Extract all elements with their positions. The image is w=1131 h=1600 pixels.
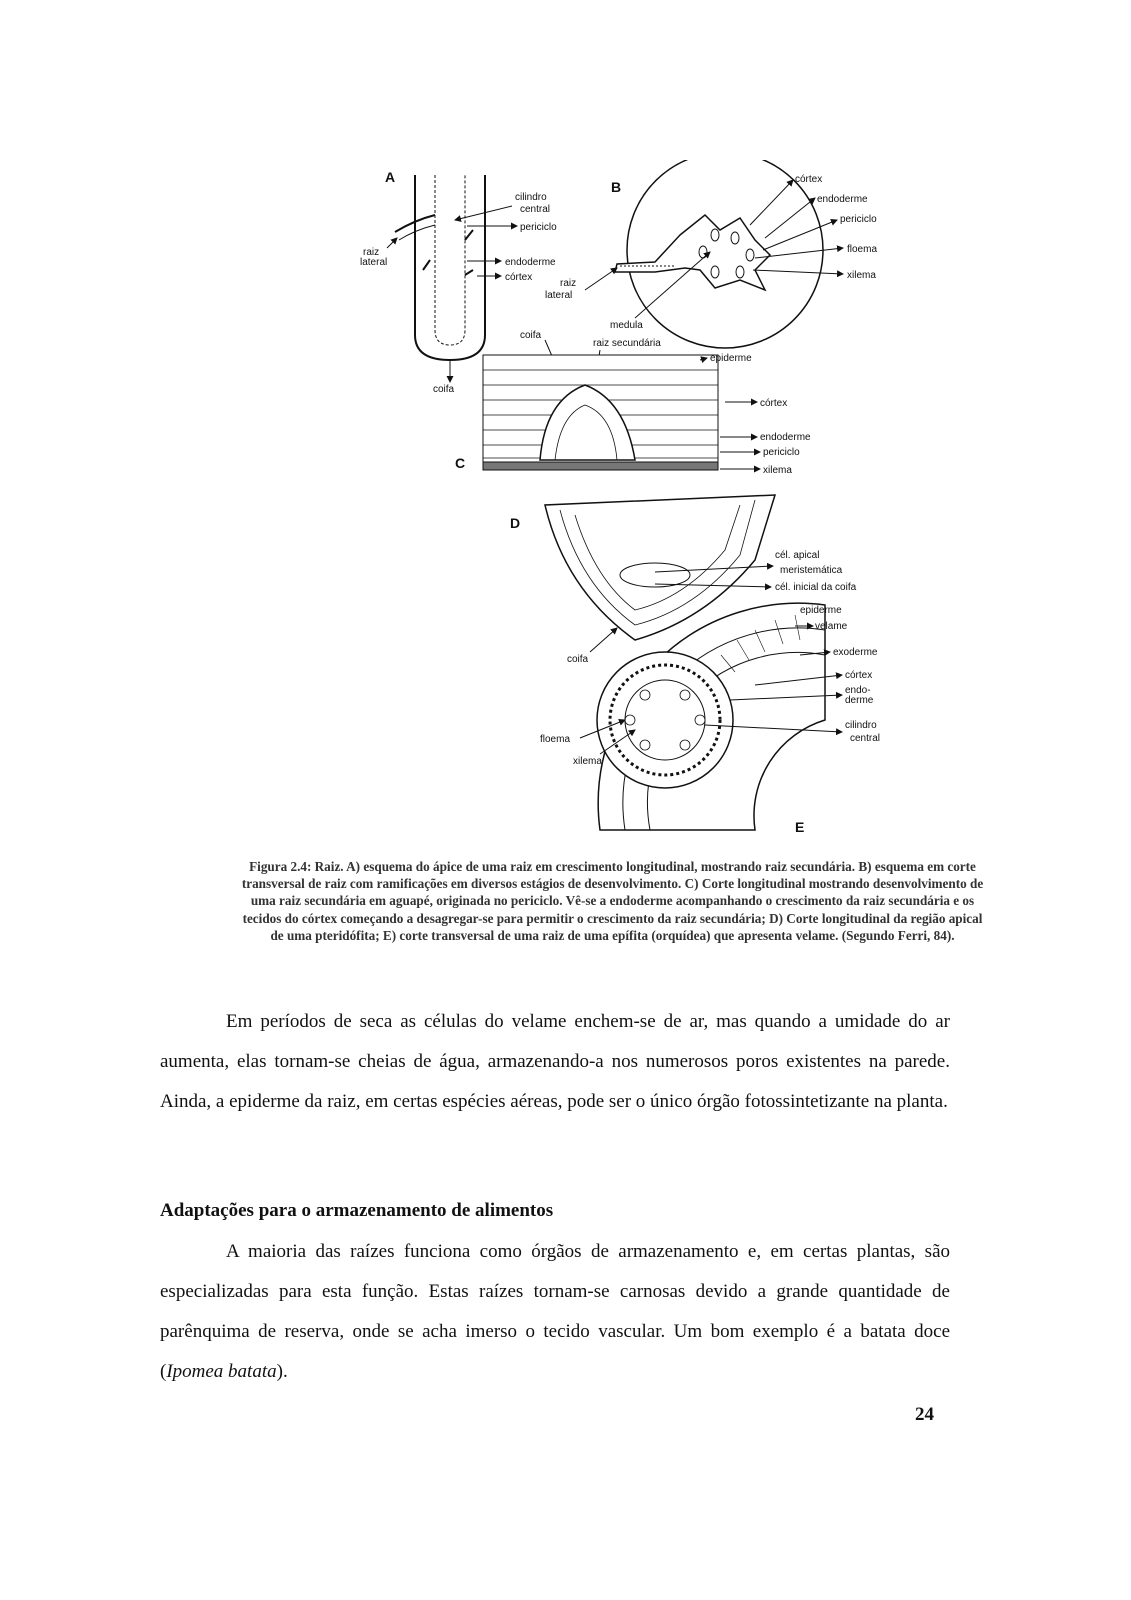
a-cortex-label: córtex — [505, 272, 533, 283]
paragraph-velame-text: Em períodos de seca as células do velame enchem-se de ar, mas quando a umidade do ar aumenta, elas tornam-se cheias de água, armazenando-a nos numerosos poros existentes na parede. Ainda, a epiderme da raiz, em certas espécies aéreas, pode ser o único órgão fotossintetizante na planta. — [160, 1011, 950, 1112]
d-cel-apical-label-2: meristemática — [780, 565, 843, 576]
a-coifa-label: coifa — [433, 384, 455, 395]
e-endoderme-label-2: derme — [845, 695, 874, 706]
a-cilindro-label-2: central — [520, 204, 551, 215]
e-endoderme-label-1: endo- — [845, 685, 871, 696]
page-number: 24 — [915, 1404, 934, 1425]
e-cilindro-label-2: central — [850, 733, 881, 744]
b-medula-label: medula — [610, 320, 643, 331]
paragraph-storage — [160, 1232, 950, 1392]
e-epiderme-label: epiderme — [800, 605, 842, 616]
e-cortex-label: córtex — [845, 670, 873, 681]
a-raiz-label-1: raiz — [363, 247, 380, 258]
panel-c-diagram — [455, 330, 811, 476]
panel-e-letter: E — [795, 819, 805, 835]
panel-b-diagram — [545, 160, 877, 348]
b-raiz-label-1: raiz — [560, 278, 577, 289]
a-cilindro-label-1: cilindro — [515, 192, 547, 203]
panel-c-letter: C — [455, 455, 466, 471]
e-velame-label: velame — [815, 621, 848, 632]
a-endoderme-label: endoderme — [505, 257, 556, 268]
figure-root-diagrams — [355, 160, 915, 850]
paragraph-storage-text — [160, 1232, 950, 1392]
b-endoderme-label: endoderme — [817, 194, 868, 205]
species-name: Ipomea batata — [166, 1361, 277, 1382]
e-floema-label: floema — [540, 734, 571, 745]
paragraph-storage-end: ). — [276, 1361, 288, 1382]
panel-b-letter: B — [611, 179, 622, 195]
c-endoderme-label: endoderme — [760, 432, 811, 443]
panel-d-letter: D — [510, 515, 521, 531]
b-raiz-label-2: lateral — [545, 290, 573, 301]
a-raiz-label-2: lateral — [360, 257, 388, 268]
c-raiz-secundaria-label: raiz secundária — [593, 338, 661, 349]
b-xilema-label: xilema — [847, 270, 876, 281]
b-periciclo-label: periciclo — [840, 214, 877, 225]
figure-caption: Figura 2.4: Raiz. A) esquema do ápice de uma raiz em crescimento longitudinal, mostrando raiz secundária. B) esquema em corte transversal de raiz com ramificações em diversos estágios de desenvolvimento. C) Corte longitudinal mostrando desenvolvimento de uma raiz secundária em aguapé, originada no periciclo. Vê-se a endoderme acompanhando o crescimento da raiz secundária e os tecidos do córtex começando a desagregar-se para permitir o crescimento da raiz secundária; D) Corte longitudinal da região apical de uma pteridófita; E) corte transversal de uma raiz de uma epífita (orquídea) que apresenta velame. (Segundo Ferri, 84). — [241, 859, 984, 943]
a-periciclo-label: periciclo — [520, 222, 557, 233]
d-cel-inicial-label: cél. inicial da coifa — [775, 582, 857, 593]
d-cel-apical-label-1: cél. apical — [775, 550, 820, 561]
c-coifa-label: coifa — [520, 330, 542, 341]
d-coifa-label: coifa — [567, 654, 589, 665]
section-heading: Adaptações para o armazenamento de alimentos — [160, 1200, 554, 1221]
e-cilindro-label-1: cilindro — [845, 720, 877, 731]
c-cortex-label: córtex — [760, 398, 788, 409]
c-epiderme-label: epiderme — [710, 353, 752, 364]
c-xilema-label: xilema — [763, 465, 792, 476]
e-xilema-label: xilema — [573, 756, 602, 767]
b-floema-label: floema — [847, 244, 878, 255]
b-cortex-label: córtex — [795, 174, 823, 185]
c-periciclo-label: periciclo — [763, 447, 800, 458]
panel-e-diagram — [540, 603, 880, 835]
figure-svg — [355, 160, 915, 850]
panel-a-letter: A — [385, 169, 396, 185]
paragraph-storage-body: A maioria das raízes funciona como órgãos de armazenamento e, em certas plantas, são especializadas para esta função. Estas raízes tornam-se carnosas devido a grande quantidade de parênquima de reserva, onde se acha imerso o tecido vascular. Um bom exemplo é a batata doce ( — [160, 1241, 950, 1382]
e-exoderme-label: exoderme — [833, 647, 878, 658]
paragraph-velame — [160, 1002, 950, 1122]
